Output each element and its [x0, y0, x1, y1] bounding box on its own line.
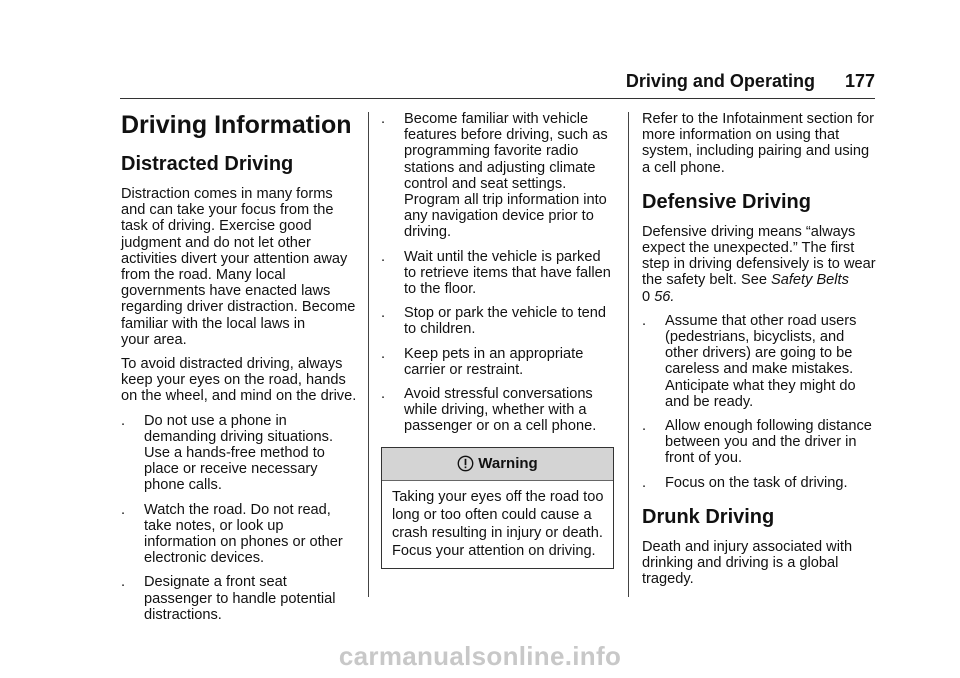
xref-link[interactable]: Safety Belts: [771, 272, 849, 289]
bullet-marker: .: [381, 248, 386, 265]
column-3: [642, 111, 882, 595]
list-item: . Watch the road. Do not read, take notes, or look up information on phones or other electronic devices.: [121, 501, 343, 567]
list-item: . Wait until the vehicle is parked to retrieve items that have fallen to the floor.: [381, 248, 611, 298]
column-divider-2: [628, 112, 629, 597]
xref-page[interactable]: 56: [654, 288, 671, 305]
paragraph: Distraction comes in many forms and can take your focus from the task of driving. Exercise good judgment and do not let other activities divert your attention away from the road. Many local governments have enacted laws regarding driver distraction. Become familiar with the local laws in your area.: [121, 186, 356, 348]
list-item: . Assume that other road users (pedestrians, bicyclists, and other drivers) are going to be careless and make mistakes. Anticipate what they might do and be ready.: [642, 312, 857, 410]
page-ref-icon: 0: [642, 288, 651, 305]
bullet-marker: .: [381, 345, 386, 362]
bullet-marker: .: [642, 474, 647, 491]
warning-label: Warning: [478, 454, 538, 472]
paragraph: Death and injury associated with drinking and driving is a global tragedy.: [642, 538, 853, 588]
bullet-marker: .: [121, 501, 126, 518]
watermark: carmanualsonline.info: [338, 641, 622, 671]
paragraph: Defensive driving means “always expect the unexpected.” The first step in driving defensively is to wear the safety belt. See Safety Belts 0 56.: [642, 223, 876, 305]
heading-defensive-driving: Defensive Driving: [642, 190, 811, 213]
list-item: . Focus on the task of driving.: [642, 474, 848, 491]
bullet-marker: .: [642, 418, 647, 435]
bullet-marker: .: [381, 111, 386, 127]
header-rule: [120, 98, 875, 99]
page-number: 177: [844, 71, 875, 91]
warning-icon: [457, 455, 474, 472]
column-divider-1: [368, 112, 369, 597]
bullet-marker: .: [381, 386, 386, 403]
paragraph: Refer to the Infotainment section for more information on using that system, including pairing and using a cell phone.: [642, 111, 875, 176]
column-1: [121, 110, 361, 631]
heading-drunk-driving: Drunk Driving: [642, 505, 775, 528]
list-item: . Stop or park the vehicle to tend to children.: [381, 305, 607, 338]
bullet-marker: .: [642, 312, 647, 329]
warning-box: [381, 447, 614, 570]
page-title: Driving Information: [121, 111, 352, 139]
bullet-marker: .: [121, 412, 126, 429]
paragraph: To avoid distracted driving, always keep your eyes on the road, hands on the wheel, and mind on the drive.: [121, 356, 357, 405]
list-item: . Become familiar with vehicle features before driving, such as programming favorite radio stations and adjusting climate control and seat settings. Program all trip information into any navigation device prior to driving.: [381, 111, 608, 241]
running-head: [626, 71, 875, 92]
heading-distracted-driving: Distracted Driving: [121, 153, 294, 175]
list-item: . Do not use a phone in demanding driving situations. Use a hands-free method to place or receive necessary phone calls.: [121, 412, 334, 494]
bullet-marker: .: [381, 305, 386, 322]
list-item: . Allow enough following distance between you and the driver in front of you.: [642, 418, 872, 467]
section-title: Driving and Operating: [625, 71, 815, 91]
bullet-marker: .: [121, 574, 126, 591]
column-2: [381, 111, 614, 569]
list-item: . Keep pets in an appropriate carrier or restraint.: [381, 345, 584, 378]
list-item: . Designate a front seat passenger to handle potential distractions.: [121, 574, 336, 623]
warning-text: Taking your eyes off the road too long or too often could cause a crash resulting in injury or death. Focus your attention on driving.: [392, 488, 604, 560]
list-item: . Avoid stressful conversations while driving, whether with a passenger or on a cell phone.: [381, 386, 597, 435]
warning-header: [382, 448, 613, 481]
